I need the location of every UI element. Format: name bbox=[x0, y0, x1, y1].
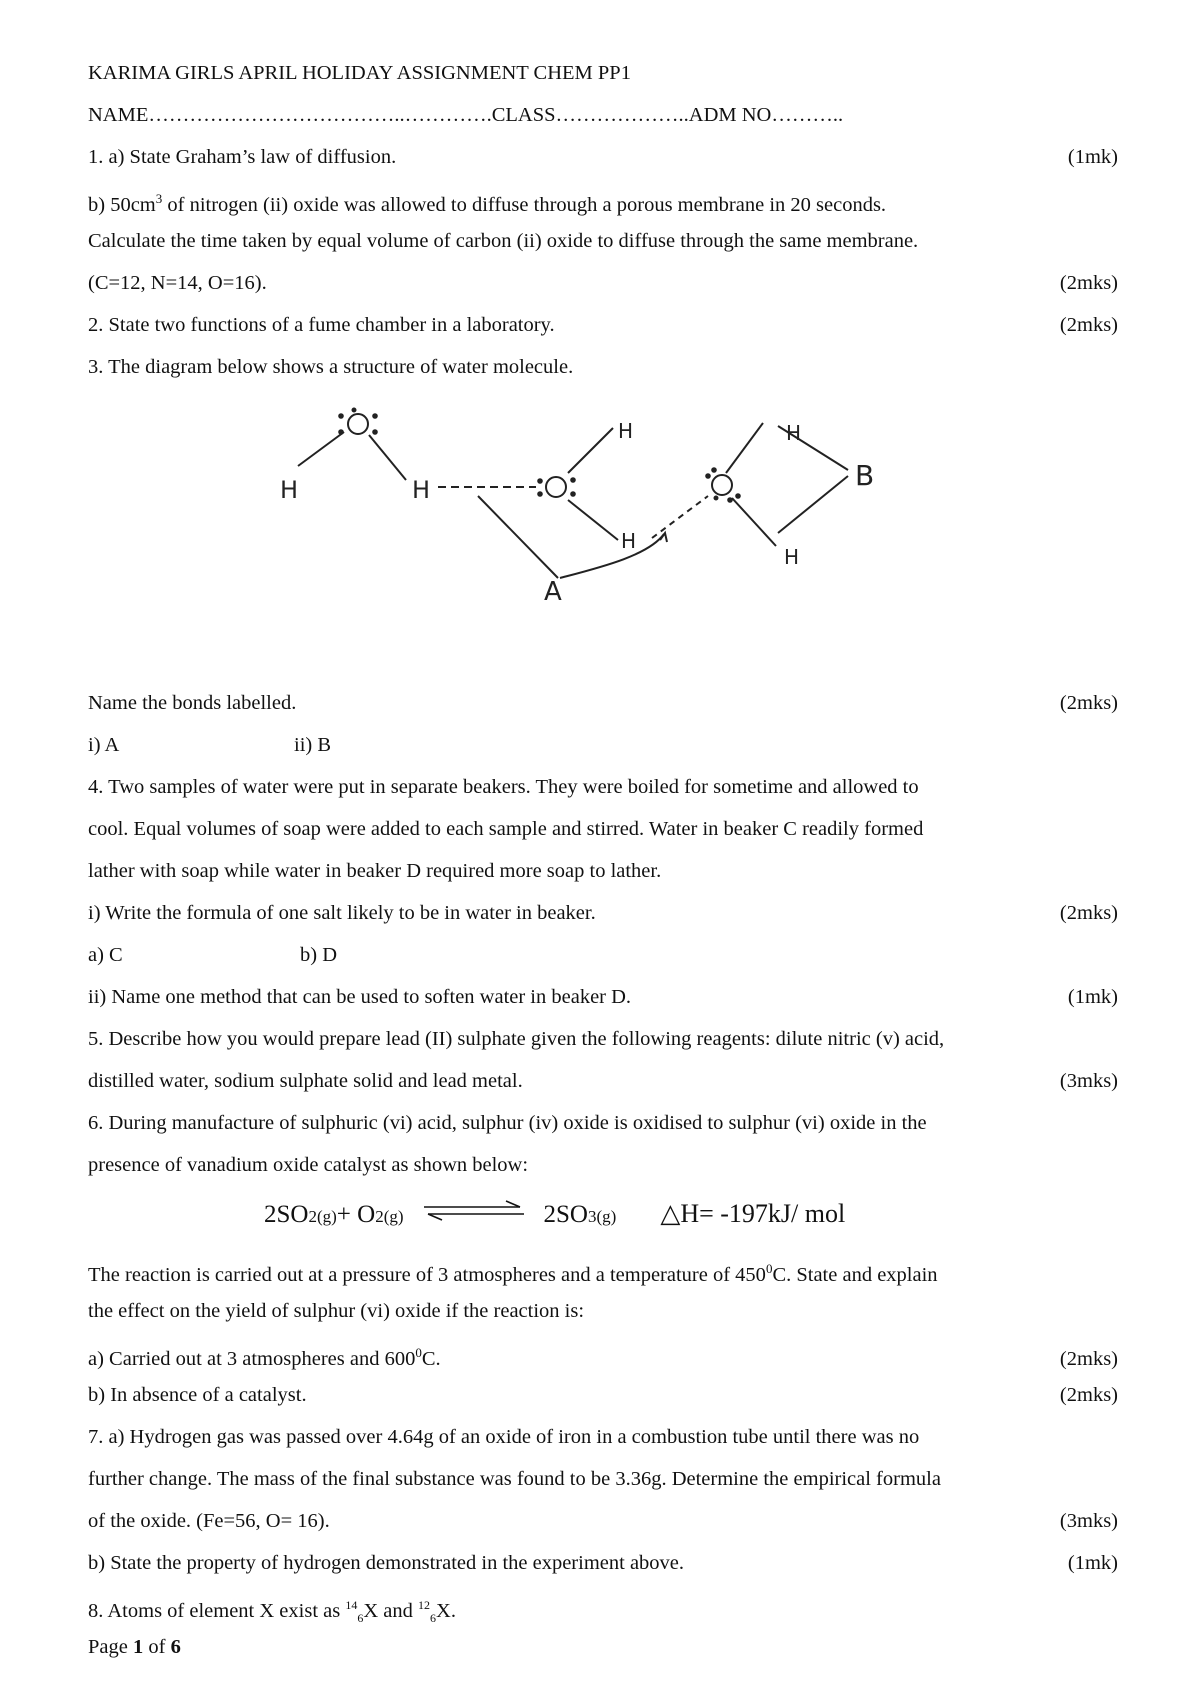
header-title: KARIMA GIRLS APRIL HOLIDAY ASSIGNMENT CHEM PP1 bbox=[88, 62, 631, 84]
q8: 8. Atoms of element X exist as $^{14}_6$X and $^{12}_6$X. bbox=[88, 1598, 456, 1625]
hydrogen-bond-diagram bbox=[268, 388, 968, 682]
option-ii: ii) B bbox=[294, 734, 332, 756]
q7-line3: of the oxide. (Fe=56, O= 16). (3mks) bbox=[88, 1500, 1118, 1542]
q1b-line1: b) $50cm^3$ of nitrogen (ii) oxide was allowed to diffuse through a porous membrane in 20 seconds. bbox=[88, 191, 887, 216]
q7-b: b) State the property of hydrogen demonstrated in the experiment above. (1mk) bbox=[88, 1542, 1118, 1584]
covalent-bond bbox=[726, 423, 763, 473]
marks: (3mks) bbox=[1059, 1510, 1118, 1532]
q4-ii: ii) Name one method that can be used to soften water in beaker D. (1mk) bbox=[88, 976, 1118, 1018]
marks: (2mks) bbox=[1059, 1384, 1118, 1406]
q4-i: i) Write the formula of one salt likely to be in water in beaker. (2mks) bbox=[88, 892, 1118, 934]
chemical-equation: 2SO 2(g) + O 2(g) 2SO 3(g) △H= -197kJ/ mol bbox=[264, 1199, 846, 1228]
q7-line1: 7. a) Hydrogen gas was passed over 4.64g of an oxide of iron in a combustion tube until there was no bbox=[88, 1426, 920, 1448]
oxygen-atom bbox=[348, 414, 368, 434]
q1b-line2: Calculate the time taken by equal volume of carbon (ii) oxide to diffuse through the same membrane. bbox=[88, 230, 919, 252]
marks: (1mk) bbox=[1067, 986, 1118, 1008]
q6-line1: 6. During manufacture of sulphuric (vi) acid, sulphur (iv) oxide is oxidised to sulphur (vi) oxide in the bbox=[88, 1112, 927, 1134]
bond-label-a: A bbox=[544, 577, 562, 607]
q2: 2. State two functions of a fume chamber in a laboratory. (2mks) bbox=[88, 304, 1118, 346]
marks: (1mk) bbox=[1067, 146, 1118, 168]
equilibrium-arrows-icon bbox=[420, 1198, 528, 1222]
atom-label-h: H bbox=[412, 476, 431, 504]
covalent-bond bbox=[732, 498, 776, 546]
q6-line3: The reaction is carried out at a pressure of 3 atmospheres and a temperature of $450^0C$. State and explain bbox=[88, 1261, 938, 1286]
q6-a: a) Carried out at 3 atmospheres and $600^0C$. (2mks) bbox=[88, 1332, 1118, 1374]
pointer-line bbox=[778, 476, 848, 533]
arrowhead bbox=[660, 533, 667, 542]
q6-line4: the effect on the yield of sulphur (vi) oxide if the reaction is: bbox=[88, 1300, 585, 1322]
atom-label-h: H bbox=[618, 419, 634, 443]
marks: (2mks) bbox=[1059, 902, 1118, 924]
page-footer: Page 1 of 6 bbox=[88, 1636, 181, 1658]
marks: (3mks) bbox=[1059, 1070, 1118, 1092]
q4-line1: 4. Two samples of water were put in separate beakers. They were boiled for sometime and allowed to bbox=[88, 776, 919, 798]
option-a: a) C bbox=[88, 944, 123, 966]
atom-label-h: H bbox=[784, 545, 800, 569]
exam-page bbox=[88, 52, 1118, 1668]
enthalpy-change: △H= -197kJ/ mol bbox=[660, 1199, 846, 1228]
q4-line3: lather with soap while water in beaker D required more soap to lather. bbox=[88, 860, 662, 882]
water-molecule-diagram bbox=[88, 388, 1118, 682]
q1a: 1. a) State Graham’s law of diffusion. (1mk) bbox=[88, 136, 1118, 178]
q6-b: b) In absence of a catalyst. (2mks) bbox=[88, 1374, 1118, 1416]
q3-question: Name the bonds labelled. (2mks) bbox=[88, 682, 1118, 724]
name-line: NAME………………………………..………….CLASS………………..ADM NO……….. bbox=[88, 104, 844, 126]
marks: (2mks) bbox=[1059, 1347, 1118, 1370]
option-b: b) D bbox=[300, 944, 338, 966]
pointer-line bbox=[478, 496, 558, 578]
bond-label-b: B bbox=[855, 459, 875, 492]
atom-label-h: H bbox=[786, 421, 802, 445]
option-i: i) A bbox=[88, 734, 120, 756]
q4-line2: cool. Equal volumes of soap were added to each sample and stirred. Water in beaker C readily formed bbox=[88, 818, 924, 840]
atom-label-h: H bbox=[280, 476, 299, 504]
covalent-bond bbox=[568, 428, 613, 473]
q7-line2: further change. The mass of the final substance was found to be 3.36g. Determine the empirical formula bbox=[88, 1468, 941, 1490]
marks: (2mks) bbox=[1059, 692, 1118, 714]
q1b-line3: (C=12, N=14, O=16). (2mks) bbox=[88, 262, 1118, 304]
q4-options bbox=[88, 934, 1118, 976]
oxygen-atom bbox=[712, 475, 732, 495]
covalent-bond bbox=[369, 435, 406, 480]
hydrogen-bond bbox=[652, 496, 708, 538]
marks: (1mk) bbox=[1067, 1552, 1118, 1574]
covalent-bond bbox=[568, 500, 618, 540]
marks: (2mks) bbox=[1059, 314, 1118, 336]
covalent-bond bbox=[298, 432, 344, 466]
marks: (2mks) bbox=[1059, 272, 1118, 294]
q5-line1: 5. Describe how you would prepare lead (II) sulphate given the following reagents: dilute nitric (v) acid, bbox=[88, 1028, 945, 1050]
atom-label-h: H bbox=[621, 529, 637, 553]
oxygen-atom bbox=[546, 477, 566, 497]
q3-options bbox=[88, 724, 1118, 766]
q3-intro: 3. The diagram below shows a structure of water molecule. bbox=[88, 356, 574, 378]
pointer-line bbox=[560, 534, 664, 578]
q6-line2: presence of vanadium oxide catalyst as shown below: bbox=[88, 1154, 529, 1176]
q5-line2: distilled water, sodium sulphate solid and lead metal. (3mks) bbox=[88, 1060, 1118, 1102]
